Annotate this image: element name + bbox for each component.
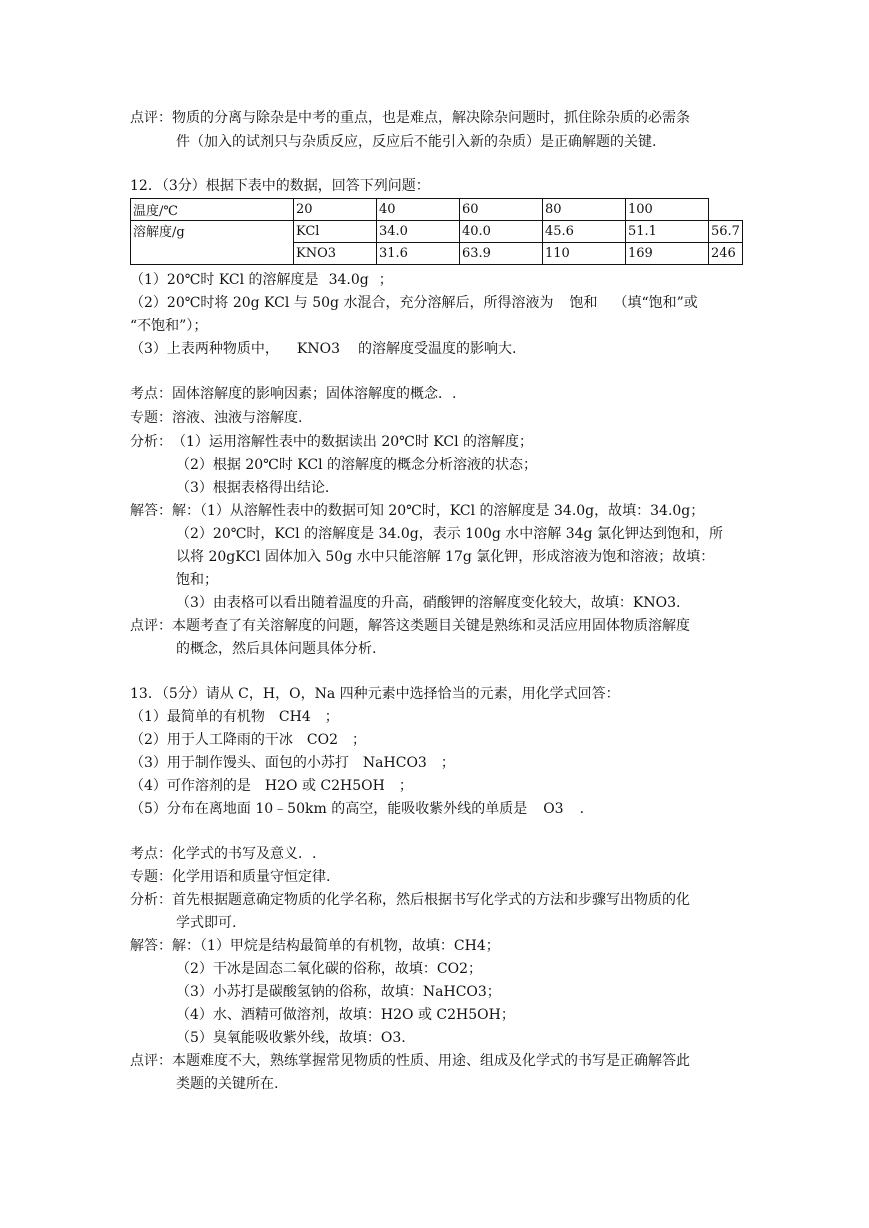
jieda-line: （2）干冰是固态二氧化碳的俗称，故填：CO2； [176,961,483,977]
substance-cell: KNO3 [294,243,377,265]
jieda-line: （4）水、酒精可做溶剂，故填：H2O 或 C2H5OH； [176,1007,515,1023]
question-12-title: 12．（3分）根据下表中的数据，回答下列问题： [130,178,430,194]
zhuanti-label: 专题： [130,869,172,885]
fenxi-line: 学式即可. [176,915,237,931]
kaodian-label: 考点： [130,846,172,862]
fenxi-line: （3）根据表格得出结论. [176,480,330,496]
jieda-line: 以将 20gKCl 固体加入 50g 水中只能溶解 17g 氯化钾，形成溶液为饱和溶液；故填： [176,549,715,565]
temp-cell: 60 [460,199,543,221]
answer-blank: 34.0g [328,272,369,288]
value-cell: 45.6 [543,221,626,243]
value-cell: 31.6 [377,243,460,265]
kaodian-label: 考点： [130,386,172,402]
question-12-part-2-cont: “不饱和”）； [130,318,208,334]
table-row [131,199,743,221]
fenxi-line: 分析：首先根据题意确定物质的化学名称，然后根据书写化学式的方法和步骤写出物质的化 [130,892,690,908]
question-13-title: 13．（5分）请从 C，H，O，Na 四种元素中选择恰当的元素，用化学式回答： [130,686,620,702]
substance-cell: KCl [294,221,377,243]
answer-blank: CH4 [278,709,311,725]
jieda-label: 解答： [130,938,172,954]
question-13-part-2: （2）用于人工降雨的干冰 CO2 ； [130,732,367,748]
temp-header: 温度/℃ [131,199,294,221]
comment-text: 物质的分离与除杂是中考的重点，也是难点，解决除杂问题时，抓住除杂质的必需条 [172,110,690,126]
question-13-part-5: （5）分布在离地面 10﹣50km 的高空，能吸收紫外线的单质是 O3 . [130,801,585,817]
comment-line [130,108,690,128]
value-cell: 110 [543,243,626,265]
question-13-part-3: （3）用于制作馒头、面包的小苏打 NaHCO3 ； [130,755,455,771]
value-cell: 169 [626,243,709,265]
question-13-part-4: （4）可作溶剂的是 H2O 或 C2H5OH ； [130,778,413,794]
solubility-header: 溶解度/g [131,221,294,265]
dianping-line: 点评：本题考查了有关溶解度的问题，解答这类题目关键是熟练和灵活应用固体物质溶解度 [130,618,690,634]
table-row [131,221,743,243]
answer-blank: 饱和 [569,295,598,311]
temp-cell: 100 [626,199,709,221]
jieda-line: 解答：解：（1）甲烷是结构最简单的有机物，故填：CH4； [130,938,500,954]
answer-blank: O3 [543,801,564,817]
kaodian-line: 考点：固体溶解度的影响因素；固体溶解度的概念．. [130,386,457,402]
zhuanti-line: 专题：化学用语和质量守恒定律. [130,869,331,885]
value-cell: 40.0 [460,221,543,243]
question-13-part-1: （1）最简单的有机物 CH4 ； [130,709,339,725]
answer-blank: KNO3 [296,341,341,357]
jieda-line: 饱和； [176,572,218,588]
question-12-part-2: （2）20℃时将 20g KCl 与 50g 水混合，充分溶解后，所得溶液为 饱和 （填“饱和”或 [130,295,698,311]
fenxi-line: 分析：（1）运用溶解性表中的数据读出 20℃时 KCl 的溶解度； [130,434,534,450]
value-cell: 246 [709,243,743,265]
answer-blank: CO2 [306,732,339,748]
value-cell: 56.7 [709,221,743,243]
fenxi-label: 分析： [130,434,172,450]
answer-blank: NaHCO3 [362,755,427,771]
fenxi-line: （2）根据 20℃时 KCl 的溶解度的概念分析溶液的状态； [176,457,538,473]
jieda-line: （3）小苏打是碳酸氢钠的俗称，故填：NaHCO3； [176,984,501,1000]
jieda-line: （2）20℃时，KCl 的溶解度是 34.0g，表示 100g 水中溶解 34g 氯化钾达到饱和，所 [176,526,723,542]
fenxi-label: 分析： [130,892,172,908]
question-12-part-3: （3）上表两种物质中， KNO3 的溶解度受温度的影响大. [130,341,517,357]
dianping-line: 的概念，然后具体问题具体分析. [176,641,377,657]
zhuanti-line: 专题：溶液、浊液与溶解度. [130,410,303,426]
dianping-line: 类题的关键所在. [176,1076,279,1092]
answer-blank: H2O 或 C2H5OH [264,778,385,794]
kaodian-line: 考点：化学式的书写及意义．. [130,846,317,862]
comment-label: 点评： [130,110,172,126]
value-cell: 63.9 [460,243,543,265]
temp-cell: 40 [377,199,460,221]
dianping-line: 点评：本题难度不大，熟练掌握常见物质的性质、用途、组成及化学式的书写是正确解答此 [130,1053,690,1069]
jieda-label: 解答： [130,503,172,519]
zhuanti-label: 专题： [130,410,172,426]
comment-text-cont: 件（加入的试剂只与杂质反应，反应后不能引入新的杂质）是正确解题的关键. [176,134,657,150]
temp-cell: 20 [294,199,377,221]
solubility-table [130,198,743,265]
jieda-line: （3）由表格可以看出随着温度的升高，硝酸钾的溶解度变化较大，故填：KNO3. [176,595,681,611]
question-12-part-1: （1）20℃时 KCl 的溶解度是 34.0g ； [130,272,393,288]
jieda-line: （5）臭氧能吸收紫外线，故填：O3. [176,1030,406,1046]
dianping-label: 点评： [130,1053,172,1069]
jieda-line: 解答：解：（1）从溶解性表中的数据可知 20℃时，KCl 的溶解度是 34.0g，故填：34.0g； [130,503,705,519]
dianping-label: 点评： [130,618,172,634]
temp-cell: 80 [543,199,626,221]
value-cell: 34.0 [377,221,460,243]
value-cell: 51.1 [626,221,709,243]
